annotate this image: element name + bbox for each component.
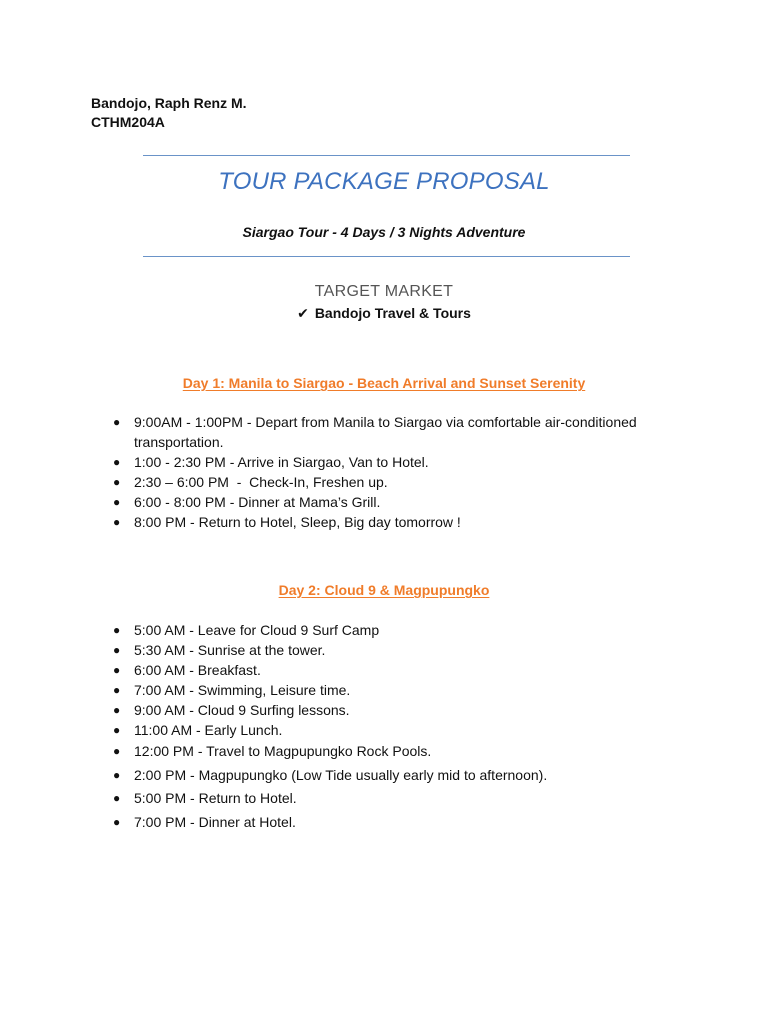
agenda-text: 5:00 AM - Leave for Cloud 9 Surf Camp	[134, 622, 380, 638]
agenda-text: 2:00 PM - Magpupungko (Low Tide usually early mid to afternoon).	[134, 766, 548, 783]
bullet-icon: ●	[113, 703, 121, 717]
agenda-text: 7:00 AM - Swimming, Leisure time.	[134, 682, 351, 698]
list-item	[111, 787, 694, 811]
list-item	[111, 492, 694, 512]
agenda-text: 11:00 AM - Early Lunch.	[134, 722, 283, 738]
target-market-label: Bandojo Travel & Tours	[314, 305, 471, 321]
list-item	[111, 720, 694, 740]
bullet-icon: ●	[113, 415, 121, 429]
bullet-icon: ●	[113, 723, 121, 737]
list-item	[111, 700, 694, 720]
bullet-icon: ●	[113, 683, 121, 697]
list-item	[111, 472, 694, 492]
top-divider	[143, 155, 630, 156]
bullet-icon: ●	[113, 744, 121, 758]
bullet-icon: ●	[113, 515, 121, 529]
list-item	[111, 452, 694, 472]
author-section: CTHM204A	[91, 114, 165, 130]
list-item	[111, 412, 694, 452]
bullet-icon: ●	[113, 643, 121, 657]
agenda-text: 9:00 AM - Cloud 9 Surfing lessons.	[134, 702, 350, 718]
target-market-item	[0, 305, 768, 322]
list-item	[111, 660, 694, 680]
page-title: TOUR PACKAGE PROPOSAL	[218, 168, 550, 195]
bullet-icon: ●	[113, 663, 121, 677]
agenda-text: 7:00 PM - Dinner at Hotel.	[134, 813, 296, 830]
bullet-icon: ●	[113, 814, 121, 829]
day-2-agenda	[111, 620, 694, 834]
agenda-text: 9:00AM - 1:00PM - Depart from Manila to Siargao via comfortable air-conditioned transportation.	[134, 414, 637, 450]
check-icon: ✔	[297, 305, 309, 321]
bullet-icon: ●	[113, 767, 121, 782]
list-item	[111, 640, 694, 660]
day-1-agenda	[111, 412, 694, 532]
target-market-heading: TARGET MARKET	[314, 283, 454, 300]
list-item	[111, 811, 694, 835]
list-item	[111, 680, 694, 700]
bottom-divider	[143, 256, 630, 257]
bullet-icon: ●	[113, 791, 121, 805]
agenda-text: 12:00 PM - Travel to Magpupungko Rock Pools.	[134, 743, 432, 759]
agenda-text: 5:00 PM - Return to Hotel.	[134, 790, 297, 806]
agenda-text: 2:30 – 6:00 PM - Check-In, Freshen up.	[134, 474, 388, 490]
list-item	[111, 512, 694, 532]
bullet-icon: ●	[113, 455, 121, 469]
day-1-heading: Day 1: Manila to Siargao - Beach Arrival and Sunset Serenity	[182, 375, 586, 391]
author-block	[91, 94, 247, 132]
agenda-text: 1:00 - 2:30 PM - Arrive in Siargao, Van to Hotel.	[134, 454, 429, 470]
agenda-text: 6:00 - 8:00 PM - Dinner at Mama’s Grill.	[134, 494, 381, 510]
bullet-icon: ●	[113, 495, 121, 509]
list-item	[111, 740, 694, 764]
agenda-text: 6:00 AM - Breakfast.	[134, 662, 261, 678]
bullet-icon: ●	[113, 623, 121, 637]
day-2-heading: Day 2: Cloud 9 & Magpupungko	[278, 582, 490, 598]
page-subtitle: Siargao Tour - 4 Days / 3 Nights Adventure	[242, 224, 526, 240]
list-item	[111, 764, 694, 788]
agenda-text: 8:00 PM - Return to Hotel, Sleep, Big day tomorrow !	[134, 514, 461, 530]
author-name: Bandojo, Raph Renz M.	[91, 95, 247, 111]
list-item	[111, 620, 694, 640]
bullet-icon: ●	[113, 475, 121, 489]
agenda-text: 5:30 AM - Sunrise at the tower.	[134, 642, 326, 658]
